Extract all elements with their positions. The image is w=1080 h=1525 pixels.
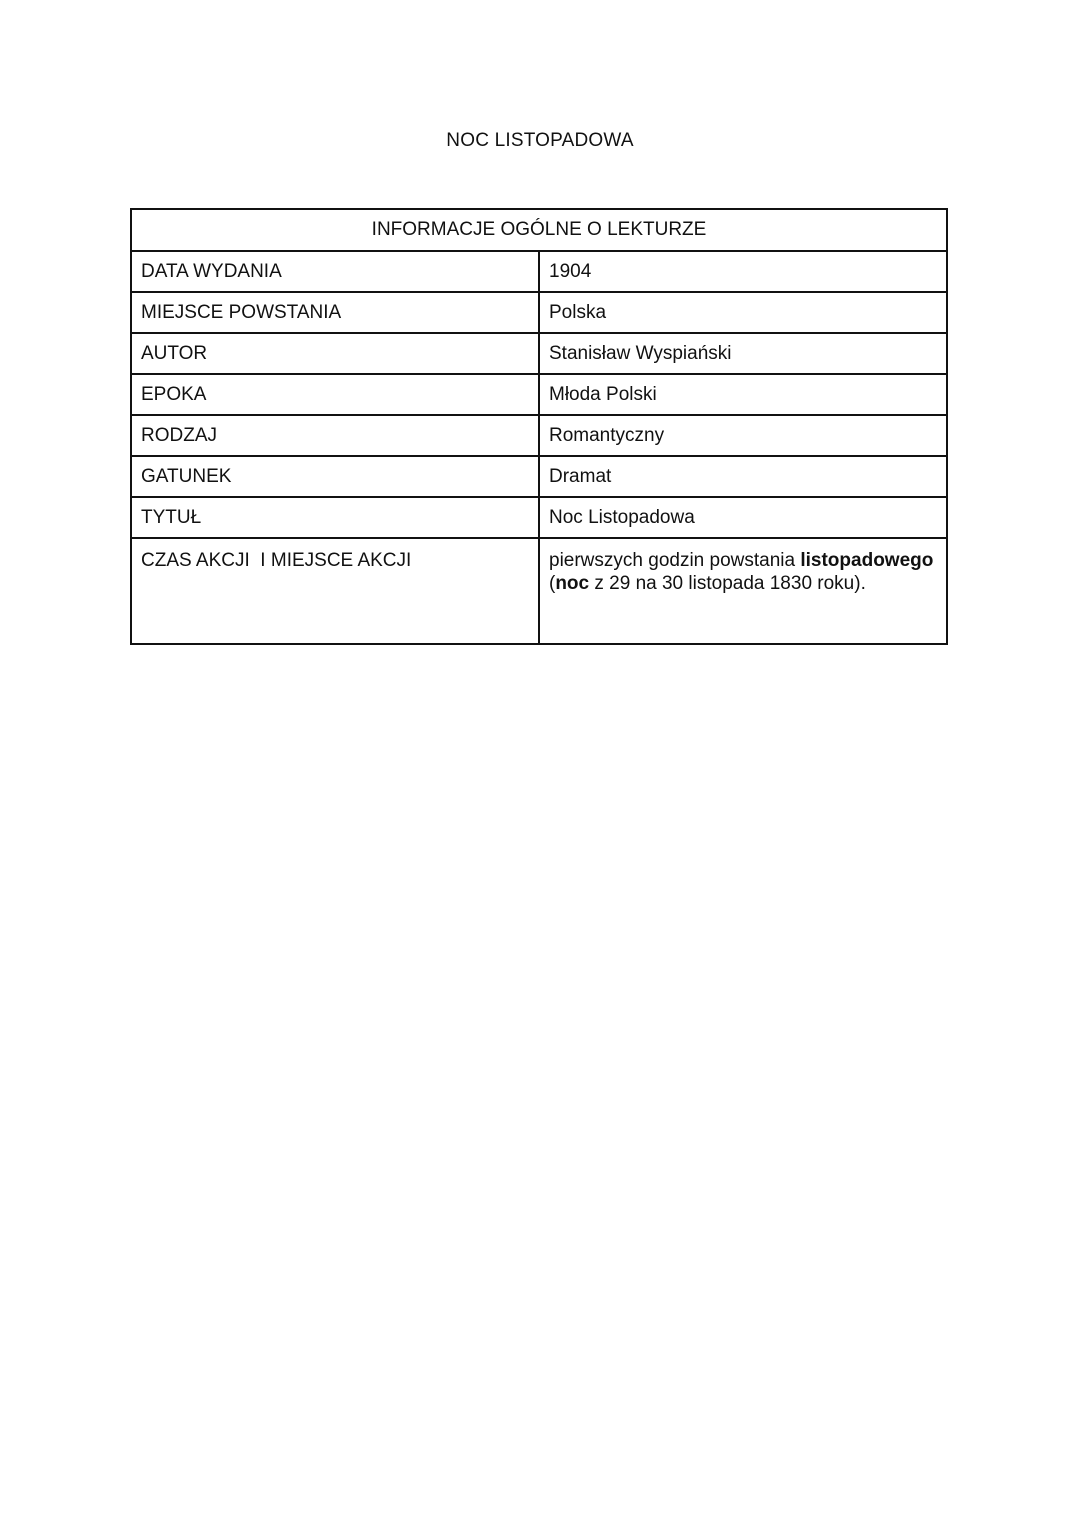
table-row xyxy=(131,538,947,644)
row-label-text: CZAS AKCJI I MIEJSCE AKCJI xyxy=(141,550,412,571)
table-row xyxy=(131,497,947,538)
row-label-data-wydania: DATA WYDANIA xyxy=(131,251,539,292)
table-row xyxy=(131,415,947,456)
table-row xyxy=(131,333,947,374)
row-value-miejsce-powstania: Polska xyxy=(539,292,947,333)
value-text-bold: noc xyxy=(555,573,590,594)
row-value-gatunek: Dramat xyxy=(539,456,947,497)
row-value-tytul: Noc Listopadowa xyxy=(539,497,947,538)
row-label-miejsce-powstania: MIEJSCE POWSTANIA xyxy=(131,292,539,333)
row-value-rodzaj: Romantyczny xyxy=(539,415,947,456)
row-value-czas-i-miejsce-akcji xyxy=(539,538,947,644)
table-header: INFORMACJE OGÓLNE O LEKTURZE xyxy=(131,209,947,251)
row-value-epoka: Młoda Polski xyxy=(539,374,947,415)
info-table xyxy=(130,208,948,645)
row-label-czas-i-miejsce-akcji xyxy=(131,538,539,644)
value-text-part: z 29 na 30 listopada 1830 roku). xyxy=(589,573,866,594)
page-title: NOC LISTOPADOWA xyxy=(446,130,634,151)
row-label-epoka: EPOKA xyxy=(131,374,539,415)
table-row xyxy=(131,251,947,292)
row-label-gatunek: GATUNEK xyxy=(131,456,539,497)
row-label-rodzaj: RODZAJ xyxy=(131,415,539,456)
table-row xyxy=(131,456,947,497)
value-text-bold: listopadowego xyxy=(800,550,934,571)
table-row xyxy=(131,292,947,333)
value-text-part: pierwszych godzin powstania xyxy=(549,550,801,571)
row-label-tytul: TYTUŁ xyxy=(131,497,539,538)
value-text-part: ( xyxy=(549,573,556,594)
row-value-autor: Stanisław Wyspiański xyxy=(539,333,947,374)
table-header-row xyxy=(131,209,947,251)
row-value-data-wydania: 1904 xyxy=(539,251,947,292)
row-label-autor: AUTOR xyxy=(131,333,539,374)
table-row xyxy=(131,374,947,415)
